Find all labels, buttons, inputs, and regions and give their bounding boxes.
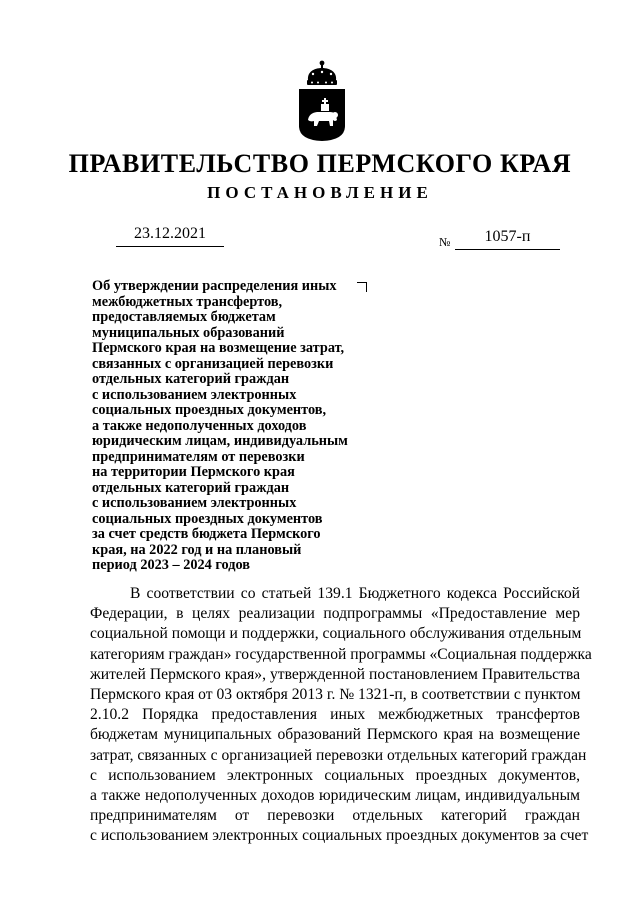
title-line: отдельных категорий граждан — [92, 479, 290, 496]
body-line: 2.10.2 Порядка предоставления иных межбюджетных трансфертов — [90, 706, 580, 724]
body-line: а также недополученных доходов юридическим лицам, индивидуальным — [90, 787, 580, 805]
body-line: с использованием электронных социальных проездных документов за счет — [90, 827, 589, 845]
body-line: затрат, связанных с организацией перевозки отдельных категорий граждан — [90, 746, 587, 764]
title-line: социальных проездных документов, — [92, 402, 327, 418]
document-date: 23.12.2021 — [116, 225, 224, 247]
title-line: период 2023 – 2024 годов — [92, 557, 250, 573]
title-line: с использованием электронных — [92, 495, 297, 511]
body-line: Пермского края от 03 октября 2013 г. № 1321-п, в соответствии с пунктом — [90, 686, 581, 704]
body-line: предпринимателям от перевозки отдельных категорий граждан — [90, 807, 580, 825]
title-line: на территории Пермского края — [92, 464, 295, 480]
coat-of-arms-icon — [297, 60, 347, 142]
body-line: В соответствии со статьей 139.1 Бюджетного кодекса Российской — [130, 585, 580, 602]
document-title — [92, 279, 348, 574]
number-sign: № — [439, 235, 451, 249]
body-paragraph — [90, 584, 592, 847]
title-line: связанных с организацией перевозки — [92, 355, 334, 372]
title-line: юридическим лицам, индивидуальным — [92, 433, 348, 449]
title-line: социальных проездных документов — [92, 510, 323, 527]
title-line: края, на 2022 год и на плановый — [92, 541, 302, 558]
document-type: ПОСТАНОВЛЕНИЕ — [207, 183, 433, 202]
body-line: жителей Пермского края», утвержденной постановлением Правительства — [90, 665, 580, 683]
title-line: Пермского края на возмещение затрат, — [92, 340, 345, 356]
body-line: с использованием электронных социальных проездных документов, — [90, 766, 580, 784]
title-line: межбюджетных трансфертов, — [92, 293, 283, 310]
title-line: предоставляемых бюджетам — [92, 309, 276, 325]
title-line: муниципальных образований — [92, 324, 285, 341]
body-line: категориям граждан» государственной программы «Социальная поддержка — [90, 645, 592, 663]
crown-icon — [307, 61, 337, 85]
title-line: с использованием электронных — [92, 386, 297, 403]
title-line: а также недополученных доходов — [92, 417, 307, 434]
title-line: за счет средств бюджета Пермского — [92, 526, 321, 542]
body-line: социальной помощи и поддержки, социального обслуживания отдельным — [90, 625, 582, 643]
title-line: предпринимателям от перевозки — [92, 448, 305, 465]
title-corner-mark — [357, 282, 367, 292]
government-name: ПРАВИТЕЛЬСТВО ПЕРМСКОГО КРАЯ — [68, 149, 572, 178]
body-line: бюджетам муниципальных образований Пермского края на возмещение — [90, 726, 580, 744]
body-line: Федерации, в целях реализации подпрограммы «Предоставление мер — [90, 605, 580, 623]
title-line: Об утверждении распределения иных — [92, 278, 337, 294]
title-line: отдельных категорий граждан — [92, 371, 290, 387]
document-number: 1057-п — [455, 228, 560, 250]
